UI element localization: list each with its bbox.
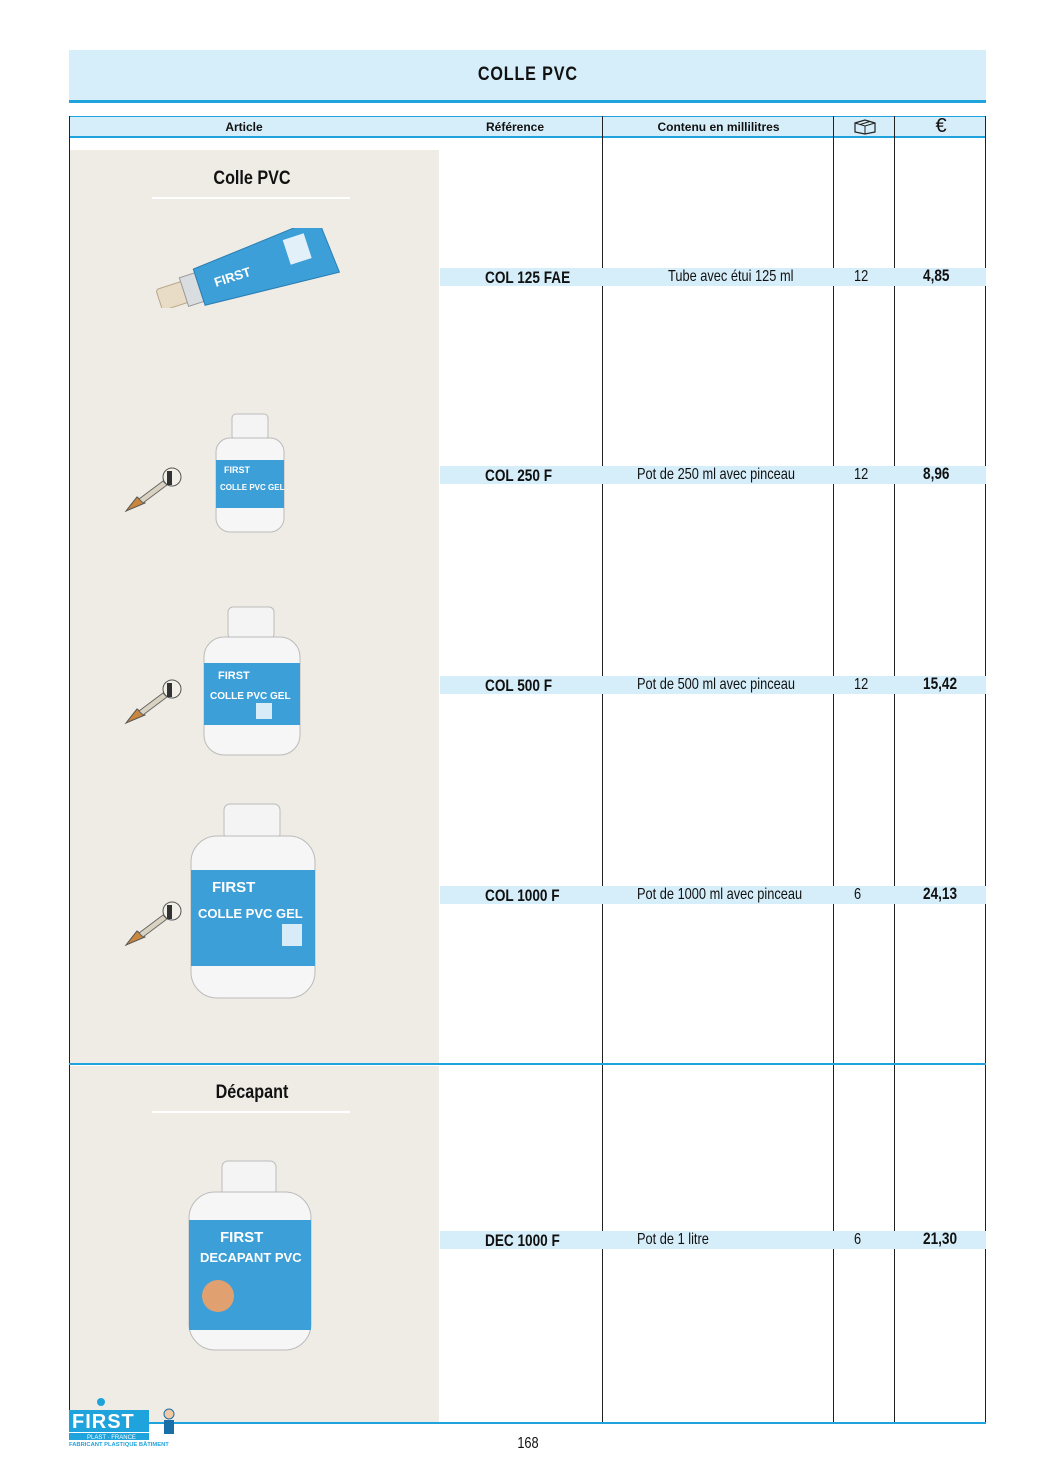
row-qty: 6: [854, 886, 862, 903]
product-label-tube: FIRST: [212, 263, 253, 290]
brush-icon-500: [123, 677, 185, 730]
row-reference: COL 125 FAE: [485, 268, 571, 287]
product-label-500: COLLE PVC GEL: [210, 691, 291, 702]
table-header: [69, 116, 986, 138]
product-label-decapant: DECAPANT PVC: [200, 1250, 302, 1265]
logo-line2: FABRICANT PLASTIQUE BÂTIMENT: [69, 1442, 169, 1448]
brand-logo: [69, 1396, 189, 1448]
page-title: COLLE PVC: [477, 64, 578, 85]
grid-line-content: [602, 116, 603, 1424]
header-article: Article: [225, 119, 263, 134]
row-reference: DEC 1000 F: [485, 1231, 560, 1250]
row-content: Pot de 1 litre: [637, 1231, 709, 1248]
product-image-pot-500: [200, 603, 304, 763]
product-brand-250: FIRST: [224, 465, 250, 475]
row-content: Pot de 500 ml avec pinceau: [637, 676, 795, 693]
row-price: 24,13: [923, 884, 958, 903]
brush-icon-1000: [123, 899, 185, 952]
row-reference: COL 1000 F: [485, 886, 560, 905]
brush-icon-250: [123, 465, 185, 518]
row-qty: 12: [854, 466, 869, 483]
logo-line1: PLAST · FRANCE: [87, 1435, 136, 1441]
product-label-250: COLLE PVC GEL: [220, 483, 285, 492]
section-title-decapant: Décapant: [215, 1082, 289, 1103]
product-image-decapant: [186, 1158, 314, 1359]
row-qty: 12: [854, 676, 869, 693]
row-price: 21,30: [923, 1229, 958, 1248]
grid-line-left: [69, 116, 70, 1424]
product-image-tube: [150, 228, 360, 313]
euro-icon: €: [935, 115, 947, 137]
box-icon: [835, 117, 895, 136]
product-brand-1000: FIRST: [212, 879, 256, 896]
row-price: 15,42: [923, 674, 958, 693]
row-price: 4,85: [923, 266, 950, 285]
logo-wordmark: FIRST: [72, 1411, 135, 1433]
row-content: Pot de 250 ml avec pinceau: [637, 466, 795, 483]
section-title-colle: Colle PVC: [213, 168, 291, 189]
row-reference: COL 500 F: [485, 676, 553, 695]
product-image-pot-1000: [188, 800, 318, 1005]
grid-line-price: [894, 116, 895, 1424]
product-label-1000: COLLE PVC GEL: [198, 906, 303, 921]
product-brand-500: FIRST: [218, 670, 250, 682]
row-qty: 6: [854, 1231, 862, 1248]
row-price: 8,96: [923, 464, 950, 483]
row-reference: COL 250 F: [485, 466, 553, 485]
grid-line-qty: [833, 116, 834, 1424]
product-brand-decapant: FIRST: [220, 1229, 264, 1246]
row-content: Tube avec étui 125 ml: [668, 268, 794, 285]
page-title-band: [69, 50, 986, 103]
header-content: Contenu en millilitres: [657, 119, 780, 134]
row-content: Pot de 1000 ml avec pinceau: [637, 886, 803, 903]
page-number: 168: [517, 1435, 539, 1452]
section-rule-decapant: [152, 1111, 350, 1113]
section-rule-colle: [152, 197, 350, 199]
grid-line-right: [985, 116, 986, 1424]
row-qty: 12: [854, 268, 869, 285]
header-reference: Référence: [485, 119, 545, 134]
product-image-pot-250: [210, 410, 290, 540]
section-divider: [69, 1063, 986, 1065]
table-bottom-rule: [69, 1422, 986, 1424]
